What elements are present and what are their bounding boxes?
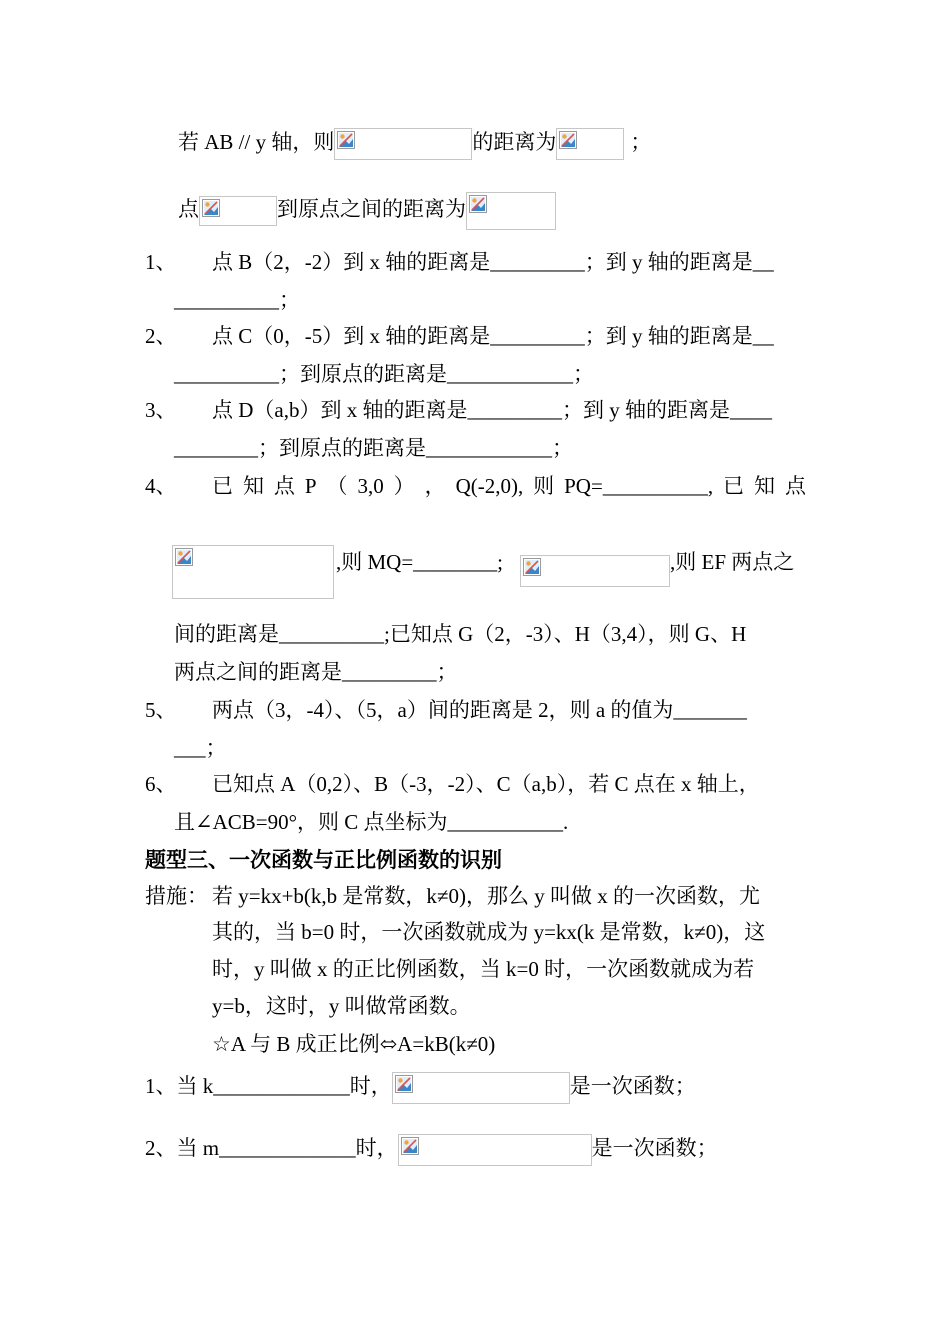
broken-image-icon	[559, 131, 577, 149]
word: ，	[424, 474, 446, 498]
question-number: 4、	[145, 474, 177, 498]
formula-image	[520, 555, 670, 587]
question-number: 2、	[145, 324, 177, 348]
origin-distance-line	[178, 192, 556, 230]
distance-text: 的距离为	[472, 130, 557, 154]
question-number: 5、	[145, 698, 177, 722]
method-label: 措施：	[145, 884, 208, 908]
broken-image-icon	[401, 1137, 419, 1155]
formula-image	[556, 128, 624, 160]
broken-image-icon	[523, 558, 541, 576]
word: 点	[784, 474, 806, 498]
formula-image	[334, 128, 472, 160]
method-text: 其的，当 b=0 时，一次函数就成为 y=kx(k 是常数，k≠0)，这	[212, 920, 766, 944]
point-text: 点	[178, 196, 199, 221]
formula-image	[392, 1072, 570, 1104]
sub-question	[145, 1072, 696, 1104]
word: 3,0	[357, 474, 384, 498]
question-text: 且∠ACB=90°，则 C 点坐标为___________.	[174, 810, 569, 834]
origin-distance-text: 到原点之间的距离为	[277, 196, 466, 221]
word: 点	[273, 474, 295, 498]
sub-question-text: 是一次函数；	[569, 1074, 696, 1098]
method-text: y=b，这时，y 叫做常函数。	[212, 994, 471, 1018]
sub-question-text: 1、当 k_____________时，	[145, 1074, 392, 1098]
broken-image-icon	[202, 199, 220, 217]
broken-image-icon	[337, 131, 355, 149]
method-text: 时，y 叫做 x 的正比例函数，当 k=0 时，一次函数就成为若	[212, 957, 755, 981]
question-text: 两点之间的距离是_________；	[174, 660, 458, 684]
question-number: 6、	[145, 772, 177, 796]
question-text: 两点（3，-4）、（5，a）间的距离是 2，则 a 的值为_______	[212, 698, 747, 722]
sub-question-text: 是一次函数；	[591, 1136, 718, 1160]
broken-image-icon	[395, 1075, 413, 1093]
question-text: ___；	[174, 736, 227, 760]
word: P	[304, 474, 317, 498]
sub-question-text: 2、当 m_____________时，	[145, 1136, 398, 1160]
formula-image	[172, 545, 334, 599]
question-text: ,则 EF 两点之	[670, 550, 795, 574]
section-heading: 题型三、一次函数与正比例函数的识别	[145, 848, 502, 872]
question-text: 点 D（a,b）到 x 轴的距离是_________；到 y 轴的距离是____	[212, 398, 772, 422]
word: （	[326, 474, 348, 498]
question-text: 间的距离是__________;已知点 G（2，-3）、H（3,4），则 G、H	[174, 622, 747, 646]
method-text: 若 y=kx+b(k,b 是常数，k≠0)，那么 y 叫做 x 的一次函数，尤	[212, 884, 760, 908]
question-text: __________；到原点的距离是____________；	[174, 362, 594, 386]
question-text-justified	[212, 472, 806, 500]
question-text: __________；	[174, 288, 300, 312]
word: 知	[753, 474, 775, 498]
sub-question	[145, 1134, 718, 1166]
broken-image-icon	[469, 195, 487, 213]
question-number: 3、	[145, 398, 177, 422]
question-text: 已知点 A（0,2）、B（-3，-2）、C（a,b），若 C 点在 x 轴上，	[212, 772, 760, 796]
method-text: ☆A 与 B 成正比例⬄A=kB(k≠0)	[212, 1032, 496, 1056]
formula-image	[466, 192, 556, 230]
question-number: 1、	[145, 250, 177, 274]
broken-image-icon	[175, 548, 193, 566]
word: PQ=__________,	[564, 474, 714, 498]
formula-image	[398, 1134, 592, 1166]
question-text: ,则 MQ=________;	[336, 550, 504, 574]
word: 已	[212, 474, 233, 498]
semicolon: ；	[630, 130, 652, 154]
formula-image	[199, 196, 277, 226]
question-text: 点 C（0，-5）到 x 轴的距离是_________；到 y 轴的距离是__	[212, 324, 774, 348]
word: Q(-2,0),	[455, 474, 524, 498]
ab-parallel-line	[178, 128, 651, 160]
word: 则	[533, 474, 555, 498]
ab-parallel-text: 若 AB // y 轴，则	[178, 130, 335, 154]
word: ）	[393, 474, 415, 498]
word: 已	[723, 474, 745, 498]
word: 知	[242, 474, 264, 498]
question-text: 点 B（2，-2）到 x 轴的距离是_________；到 y 轴的距离是__	[212, 250, 774, 274]
question-text: ________；到原点的距离是____________；	[174, 436, 573, 460]
